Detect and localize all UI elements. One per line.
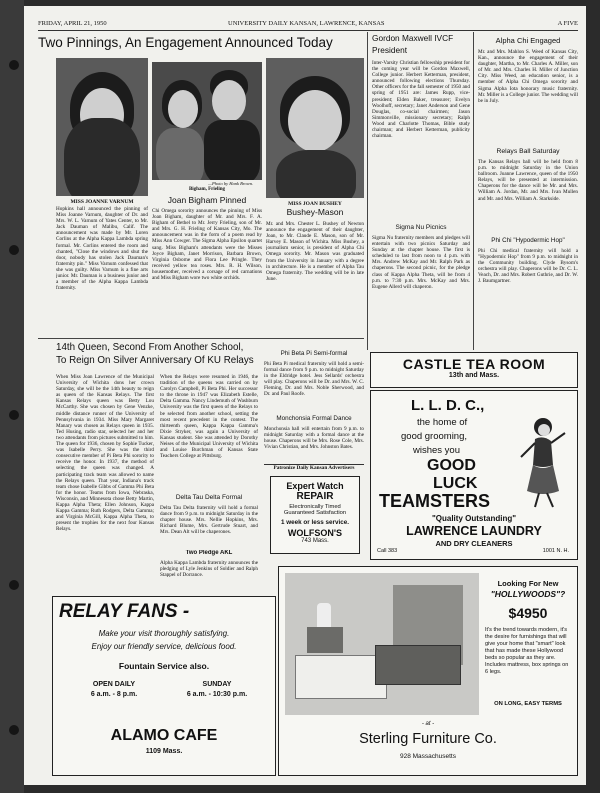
relay-l2: Make your visit thoroughly satisfying. xyxy=(98,629,230,638)
watch-l3: Electronically Timed xyxy=(289,504,341,510)
laundry-l4: wishes you xyxy=(413,445,460,456)
patronize-note: Patronize Daily Kansan Advertisers xyxy=(264,464,364,473)
story-bigham xyxy=(152,208,262,336)
story-phichi xyxy=(478,248,578,348)
watch-l2: REPAIR xyxy=(296,491,334,502)
caption-bigham: Bigham, Frieling xyxy=(188,187,226,192)
story-akl-title: Two Pledge AKL xyxy=(185,550,233,556)
divider xyxy=(38,338,364,339)
photo-bushey xyxy=(266,58,364,198)
punch-hole xyxy=(9,60,19,70)
story-akl-body: Alpha Kappa Lambda fraternity announces the pledging of Lyle Jenkins of Soldier and Ralph Stappel of Dorrance. xyxy=(160,560,258,579)
laundry-l1: L. L. D. C., xyxy=(411,397,485,414)
photo-varnum xyxy=(56,58,148,196)
castle-l1: CASTLE TEA ROOM xyxy=(402,356,546,372)
story-sigmanu xyxy=(372,235,470,347)
story-relays-body: The Kansas Relays ball will be held from 8 p.m. to midnight Saturday in the Union ballroom. Joanne Lawrence, queen of the 1950 Relays, will be presented at intermission. Chaperons for the dance will be Mr. and Mrs. William A. Jordan, Mr. and Mrs. Ivan Mullen and Mr. and Mrs. William A. Starkside. xyxy=(478,159,578,202)
story-bushey-body: Mr. and Mrs. Chester L. Bushey of Newton announce the engagement of their daughter, Joan, to Mr. Claude E. Mason, son of Mr. Harvey E. Mason of Wichita. Miss Bushey, a journalism senior, is president of Alpha Chi Omega sorority. Mr. Mason was graduated from the University in January with a degree in architecture. He is a member of Alpha Tau Omega fraternity. The wedding will be in late June. xyxy=(266,221,364,282)
story-phibeta-title: Phi Beta Pi Semi-formal xyxy=(280,350,348,357)
photo-bigham-frieling xyxy=(152,62,262,180)
ad-alamo-cafe xyxy=(52,596,276,776)
laundry-l8: "Quality Outstanding" xyxy=(431,514,517,523)
story-sigmanu-body: Sigma Nu fraternity members and pledges will entertain with two picnics Saturday and Sunday at the chapter house. The first is scheduled to last from noon to 4 p.m. with Mrs. Andrew McKay and Mr. Ralph Park as chaperons. The second picnic, for the pledge class of Kappa Alpha Theta, will be from 4 p.m. to 7:30 p.m. Mrs. McKay and Mrs. Eugene Allerd will chaperon. xyxy=(372,235,470,290)
relay-l8: 6 a.m. - 10:30 p.m. xyxy=(186,691,248,698)
story-deltatau xyxy=(160,505,258,547)
story-alphachi xyxy=(478,49,578,147)
newspaper-page xyxy=(24,6,586,785)
relay-l9: ALAMO CAFE xyxy=(110,727,218,744)
header-date: FRIDAY, APRIL 21, 1950 xyxy=(38,20,107,27)
story-sigmanu-title: Sigma Nu Picnics xyxy=(395,224,447,231)
furniture-bed-left xyxy=(295,655,387,699)
punch-hole xyxy=(9,725,19,735)
furniture-bed-right xyxy=(375,645,461,685)
page-header xyxy=(38,18,578,31)
laundry-l2: the home of xyxy=(417,417,468,428)
story-relays-title: Relays Ball Saturday xyxy=(496,148,560,155)
punch-hole xyxy=(9,245,19,255)
furniture-nightstand xyxy=(307,627,343,653)
punch-hole xyxy=(9,580,19,590)
ad-wolfsons-watch xyxy=(270,476,360,554)
story-varnum xyxy=(56,206,148,336)
punch-hole xyxy=(9,410,19,420)
headline-queen-line2: To Reign On Silver Anniversary Of KU Relays xyxy=(56,355,254,366)
watch-l4: Guaranteed Satisfaction xyxy=(283,510,347,516)
caption-bushey: MISS JOAN BUSHEY xyxy=(288,201,342,207)
relay-l6: 6 a.m. - 8 p.m. xyxy=(90,691,138,698)
sterling-l4: ON LONG, EASY TERMS xyxy=(494,701,562,707)
story-bigham-body: Chi Omega sorority announces the pinning of Miss Joan Bigham, daughter of Mr. and Mrs. F. A. Bigham of Bethel to Mr. Jerry Frieling, son of Mr. and Mrs. G. H. Frieling of Kansas City, Mo. The announcement was in the form of a poem read by Miss Ann Cowger. The Sigma Alpha Epsilon quartet sang. Miss Bigham's attendants were the Misses Joyce Bigham, Janet Morrison, Barbara Brown, Virginia Osborne and Flora Lee Pringle. They received yellow tea roses. Mrs. R. H. Wilson, housemother, received a corsage of red carnations and Miss Bigham wore two white orchids. xyxy=(152,208,262,282)
laundry-l9: LAWRENCE LAUNDRY xyxy=(406,524,542,538)
sterling-l7: 928 Massachusetts xyxy=(399,753,456,760)
laundry-call: Call 383 xyxy=(377,548,398,554)
laundry-l10: AND DRY CLEANERS xyxy=(435,539,513,548)
story-varnum-body: Hopkins hall announced the pinning of Miss Joanne Varnum, daughter of Dr. and Mrs. W. L. Varnum of Yates Center, to Mr. Jack Dauman of Malibu, Calif. The announcement was made by Mr. Loren Corlins at the Alpha Kappa Lambda spring formal. Mr. Corlins entered the room and chanted, "Close the windows and shut the door, nobody has stolen Jack Dauman's fraternity pin." Miss Varnum confessed that she was guilty. Miss Varnum is a fine arts junior. Mr. Dauman is a business junior and a member of the Alpha Kappa Lambda fraternity. xyxy=(56,206,148,292)
photo-credit: —Photo by Hank Brown. xyxy=(208,181,254,186)
story-phichi-title: Phi Chi "Hypodermic Hop" xyxy=(491,237,565,244)
caption-varnum: MISS JOANNE VARNUM xyxy=(70,199,134,205)
story-phibeta xyxy=(264,361,364,413)
laundry-l6: LUCK xyxy=(433,475,478,492)
sterling-l1: Looking For New xyxy=(497,579,559,588)
story-queen-col2-body: When the Relays were resumed in 1946, the tradition of the queens was carried on by Carolyn Campbell, Pi Beta Phi. Her successor to the throne in 1947 was Elizabeth Estelle, Delta Gamma. Nancy Lindemuth of Washburn University was the first queen of the Relays to be selected from another school, setting the most recent precedent in the contest. The thirteenth queen, Kappa Kappa Gamma's Dixie Stryker, was again a University of Kansas student. She was attended by Dorothy Neises of the Municipal University of Wichita and Louise Burchman of Kansas State Teachers College at Pittsburg. xyxy=(160,374,258,460)
relay-l10: 1109 Mass. xyxy=(145,748,183,755)
story-bushey xyxy=(266,221,364,333)
relay-l4: Fountain Service also. xyxy=(118,661,210,671)
laundry-l5: GOOD xyxy=(427,457,476,474)
watch-l7: 743 Mass. xyxy=(301,538,329,544)
story-relays xyxy=(478,159,578,235)
watch-l6: WOLFSON'S xyxy=(287,528,343,538)
ad-castle-tea-room xyxy=(370,352,578,388)
relay-l7: SUNDAY xyxy=(202,681,232,688)
story-queen-col2 xyxy=(160,374,258,492)
story-phibeta-body: Phi Beta Pi medical fraternity will hold a semi-formal dance from 9 p.m. to midnight Saturday in the Eldridge hotel. Jess Sellards' orchestra will play. Chaperons will be Dr. and Mrs. W. C. Fleming, Dr. and Mrs. Noble Sherwood, and Dr. and Paul Roofe. xyxy=(264,361,364,398)
story-monchonsia-body: Monchonsia hall will entertain from 9 p.m. to midnight Saturday with a formal dance at the house. Chaperons will be Mrs. Rose Cole, Mrs. Vivian Christian, and Mrs. Johnston Bates. xyxy=(264,426,364,451)
relay-l3: Enjoy our friendly service, delicious food. xyxy=(91,642,237,651)
story-queen-col1-body: When Miss Joan Lawrence of the Municipal University of Wichita dons her crown Saturday, she will be the 14th beauty to reign as queen of the Kansas Relays. The first Kansas Relays queen was Betty Lou McCarthy. She was chosen by Gene Venzke, middle distance runner of the University of Pennsylvania in 1934. Miss Mary Margaret Manary was chosen as Relays queen in 1935. Ted Husing, radio star, selected her and her two attendants from pictures submitted to him. The queen for 1936, chosen by Sophie Tucker, was Isabelle Perry. She was the third consecutive member of Pi Beta Phi sorority to receive the honor. In 1937, the method of selecting the queen was changed. A participating track team was allowed to name the Relays queen. That year, Indiana's track team chose Isabelle Gibbs of Gamma Phi Beta for the honor. Teams from Iowa, Nebraska, Wisconsin, and Minnesota chose Betty Martin, Kappa Alpha Theta; Ellen Johnson, Kappa Kappa Gamma; Ruth Rodgers, Delta Gamma; and Virginia McGill, Kappa Alpha Theta, to present the trophies for the next four Kansas Relays. xyxy=(56,374,154,533)
column-rule xyxy=(473,32,474,350)
laundry-addr: 1001 N. H. xyxy=(542,548,569,554)
headline-pinnings: Two Pinnings, An Engagement Announced Today xyxy=(38,35,333,50)
story-phichi-body: Phi Chi medical fraternity will hold a "Hypodermic Hop" from 9 p.m. to midnight in the Community building. Clyde Bysom's orchestra will play. Chaperons will be Dr. C. L. Veach, Dr. and Mrs. Robert Guthrie, and Dr. W. J. Baumgartner. xyxy=(478,248,578,285)
sterling-l3: It's the trend towards modern, it's the desire for furnishings that will give your home that "smart" look that has made these Hollywood beds so popular as they are. Includes mattress, box springs on 6 legs. xyxy=(485,627,569,675)
lamp-icon xyxy=(317,603,331,627)
ad-lawrence-laundry xyxy=(370,390,578,560)
story-deltatau-title: Delta Tau Delta Formal xyxy=(175,494,243,501)
story-maxwell-body: Inter-Varsity Christian fellowship president for the coming year will be Gordon Maxwell, College junior. Herbert Ketterman, president, announced following elections Thursday. Other officers for the fall semester of 1950 and spring of 1951 are: James Rupp, vice-president; Elden Baker, treasurer; Evelyn Woolhoff, secretary; Janet Anderson and Gene Douglas, co-social chairmen; Jason Simmonville, missionary secretary; Ralph Wood and Charlotte Thomas, Bible study chairman; and Herbert Ketterman, publicity chairman. xyxy=(372,60,470,140)
story-maxwell xyxy=(372,60,470,222)
story-alphachi-title: Alpha Chi Engaged xyxy=(495,36,561,45)
laundry-l7: TEAMSTERS xyxy=(379,491,491,511)
story-maxwell-title: Gordon Maxwell IVCF President xyxy=(372,33,454,55)
story-bushey-title: Bushey-Mason xyxy=(286,207,344,217)
sterling-l5: - at - xyxy=(421,721,435,727)
sterling-l6: Sterling Furniture Co. xyxy=(359,731,497,747)
header-paper: UNIVERSITY DAILY KANSAN, LAWRENCE, KANSAS xyxy=(228,20,385,27)
story-deltatau-body: Delta Tau Delta fraternity will hold a formal dance from 9 p.m. to midnight Saturday in the chapter house. Mrs. Nellie Hopkins, Mrs. Richard Blume, Mrs. Gertrude Stuart, and Mrs. Dean Alt will be chaperones. xyxy=(160,505,258,536)
column-rule xyxy=(367,32,368,350)
watch-l1: Expert Watch xyxy=(286,481,344,491)
story-bigham-title: Joan Bigham Pinned xyxy=(167,195,247,205)
castle-l2: 13th and Mass. xyxy=(448,372,500,379)
story-monchonsia-title: Monchonsia Formal Dance xyxy=(276,415,352,422)
furniture-photo xyxy=(285,573,479,715)
headline-queen-line1: 14th Queen, Second From Another School, xyxy=(56,342,244,353)
story-queen-col1 xyxy=(56,374,154,590)
watch-l5: 1 week or less service. xyxy=(281,519,349,526)
laundry-l3: good grooming, xyxy=(401,431,468,442)
binder-edge xyxy=(0,0,24,793)
sterling-l2: "HOLLYWOODS"? xyxy=(490,589,566,599)
relay-l1: RELAY FANS - xyxy=(59,601,190,622)
story-monchonsia xyxy=(264,426,364,462)
ad-sterling-furniture xyxy=(278,566,578,776)
story-akl xyxy=(160,560,258,590)
story-alphachi-body: Mr. and Mrs. Mahlon S. Weed of Kansas City, Kan., announce the engagement of their daughter, Martha, to Mr. Charles A. Miller, son of Mr. and Mrs. Charles H. Miller of Junction City. Miss Weed, an education senior, is a member of Alpha Chi Omega sorority and Sigma Alpha Iota honorary music fraternity. Mr. Miller is a College junior. The wedding will be in July. xyxy=(478,49,578,104)
relay-l5: OPEN DAILY xyxy=(92,681,136,688)
pinup-illustration-icon xyxy=(513,413,571,509)
sterling-price: $4950 xyxy=(508,605,548,621)
header-page: A FIVE xyxy=(557,20,578,27)
